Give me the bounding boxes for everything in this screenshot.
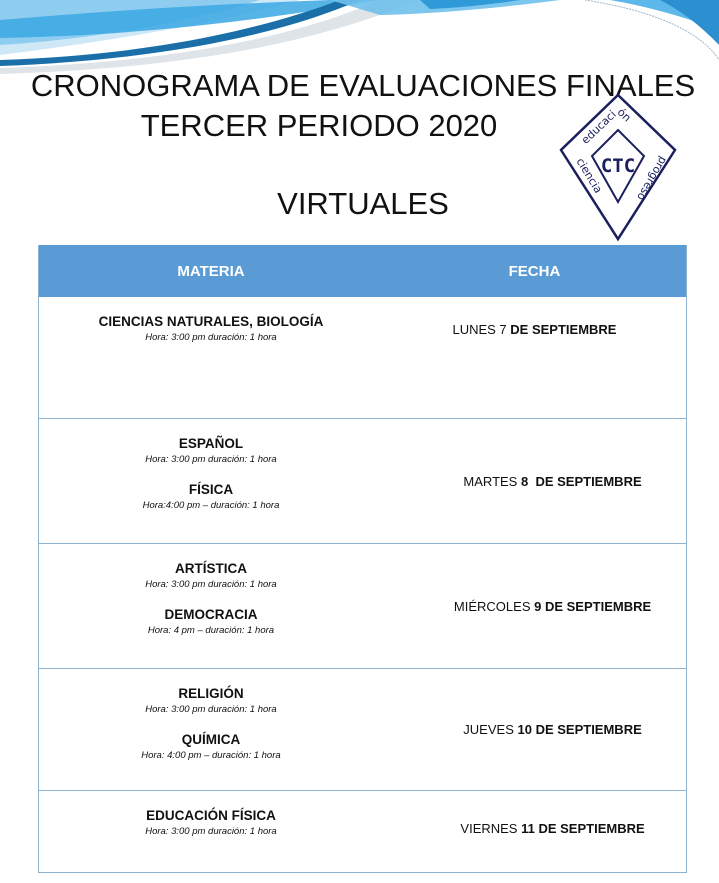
- exam-schedule-table: [38, 245, 687, 873]
- table-row: [39, 544, 686, 669]
- subject-name: CIENCIAS NATURALES, BIOLOGÍA: [98, 314, 324, 329]
- school-logo: [558, 92, 678, 242]
- subject-time: Hora: 3:00 pm duración: 1 hora: [145, 332, 277, 343]
- subject-name: FÍSICA: [188, 482, 234, 497]
- table-row: [39, 791, 686, 873]
- decorative-waves: [0, 0, 719, 75]
- subject-name: QUÍMICA: [181, 732, 241, 747]
- date-day: JUEVES: [463, 722, 518, 737]
- subject-time: Hora: 4 pm – duración: 1 hora: [147, 625, 275, 636]
- table-row: [39, 297, 686, 419]
- table-row: [39, 419, 686, 544]
- materia-cell: [39, 791, 383, 873]
- date-month: DE SEPTIEMBRE: [510, 322, 617, 337]
- fecha-cell: [383, 297, 686, 418]
- subject-time: Hora: 3:00 pm duración: 1 hora: [145, 579, 277, 590]
- date-month: DE SEPTIEMBRE: [528, 473, 642, 489]
- subject-name: ESPAÑOL: [178, 436, 244, 451]
- date-day: MIÉRCOLES: [453, 598, 535, 614]
- subject-name: ARTÍSTICA: [174, 561, 247, 576]
- date-day: LUNES 7: [452, 322, 511, 337]
- date-month: DE SEPTIEMBRE: [531, 722, 642, 737]
- table-row: [39, 669, 686, 791]
- materia-cell: [39, 669, 383, 790]
- date-number: 11: [521, 821, 535, 836]
- header-fecha: FECHA: [508, 262, 561, 280]
- date-day: VIERNES: [460, 821, 522, 836]
- fecha-cell: [383, 791, 686, 873]
- svg-text:progreso: [634, 154, 670, 203]
- date-number: 10: [517, 722, 532, 737]
- logo-text-top: educación: [578, 105, 634, 147]
- date-number: 9: [534, 598, 542, 614]
- fecha-cell: [383, 669, 686, 790]
- logo-text-center: CTC: [600, 155, 636, 177]
- subject-name: EDUCACIÓN FÍSICA: [146, 808, 276, 823]
- subject-time: Hora: 3:00 pm duración: 1 hora: [145, 704, 277, 715]
- subject-name: DEMOCRACIA: [164, 607, 258, 622]
- logo-text-left: ciencia: [573, 155, 605, 196]
- date-day: MARTES: [463, 473, 521, 489]
- subject-time: Hora: 3:00 pm duración: 1 hora: [145, 454, 277, 465]
- table-header: [39, 245, 686, 297]
- page-title-line1: CRONOGRAMA DE EVALUACIONES FINALES: [30, 68, 696, 103]
- subject-name: RELIGIÓN: [178, 686, 244, 701]
- materia-cell: [39, 544, 383, 668]
- logo-text-right: progreso: [634, 154, 670, 203]
- date-month: DE SEPTIEMBRE: [534, 821, 645, 836]
- subject-time: Hora:4:00 pm – duración: 1 hora: [142, 500, 280, 511]
- date-number: 8: [520, 473, 529, 489]
- date-month: DE SEPTIEMBRE: [541, 598, 652, 614]
- materia-cell: [39, 419, 383, 543]
- subject-time: Hora: 4:00 pm – duración: 1 hora: [141, 750, 281, 761]
- header-materia: MATERIA: [177, 262, 245, 280]
- materia-cell: [39, 297, 383, 418]
- fecha-cell: [383, 419, 686, 543]
- page-title-line2: TERCER PERIODO 2020: [140, 108, 498, 143]
- subject-time: Hora: 3:00 pm duración: 1 hora: [145, 826, 277, 837]
- page-subtitle: VIRTUALES: [277, 186, 449, 221]
- fecha-cell: [383, 544, 686, 668]
